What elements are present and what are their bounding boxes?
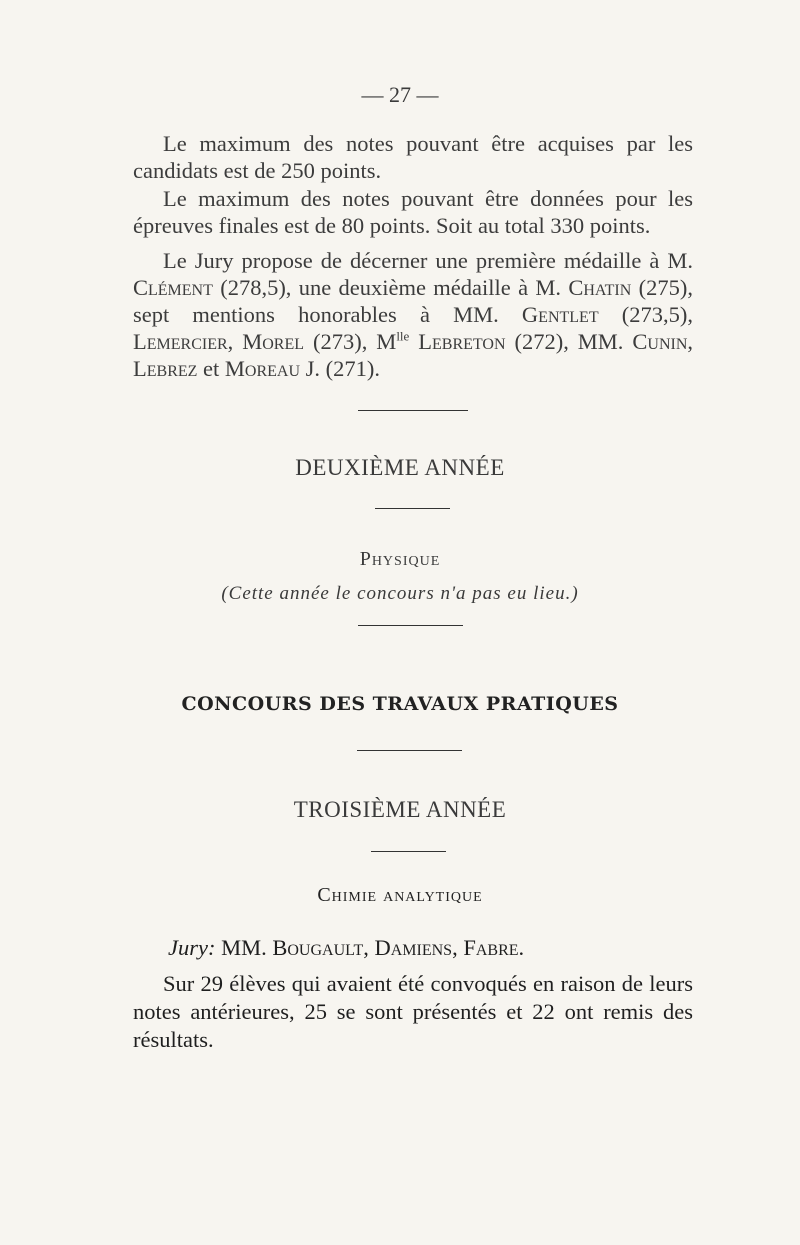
note-no-contest: (Cette année le concours n'a pas eu lieu.) <box>221 583 579 604</box>
section-heading-troisieme-annee: TROISIÈME ANNÉE <box>293 797 507 822</box>
person-name: Fabre <box>463 935 519 960</box>
text-run: J. (271). <box>300 356 381 381</box>
paragraph-jury-awards <box>133 247 693 382</box>
paragraph-max-points-finals <box>133 185 693 239</box>
section-heading-concours-travaux-pratiques: CONCOURS DES TRAVAUX PRATIQUES <box>181 693 619 715</box>
person-name: Lebreton <box>418 329 506 354</box>
text-run: (273,5), <box>598 302 693 327</box>
paragraph-text: Le maximum des notes pouvant être acquises par les candidats est de 250 points. <box>133 131 693 183</box>
subheading-chimie-analytique: Chimie analytique <box>317 884 483 906</box>
text-run <box>409 329 418 354</box>
divider-rule <box>358 410 468 411</box>
person-name: Clément <box>133 275 213 300</box>
divider-rule <box>357 750 462 751</box>
text-run: , <box>227 329 243 354</box>
text-run: (272), MM. <box>505 329 633 354</box>
paragraph-max-points-candidates <box>133 130 693 184</box>
paragraph-text <box>133 247 693 382</box>
person-name: Moreau <box>224 356 301 381</box>
divider-rule <box>358 625 463 626</box>
jury-label: Jury: <box>168 935 216 960</box>
person-name: Lebrez <box>133 356 198 381</box>
superscript: lle <box>396 328 410 344</box>
text-run: (278,5), une deuxième médaille à M. <box>212 275 569 300</box>
text-run: (273), M <box>304 329 397 354</box>
paragraph-text: Le maximum des notes pouvant être données pour les épreuves finales est de 80 points. Soit au total 330 points. <box>133 186 693 238</box>
text-run: et <box>197 356 225 381</box>
paragraph-students-results <box>133 970 693 1054</box>
text-run: . <box>518 935 525 960</box>
person-name: Damiens <box>374 935 453 960</box>
page-number: — 27 — <box>361 82 439 107</box>
person-name: Bougault <box>272 935 364 960</box>
subheading-physique: Physique <box>359 548 441 570</box>
text-run: , <box>452 935 464 960</box>
text-run: Le Jury propose de décerner une première médaille à M. <box>163 248 693 273</box>
divider-rule <box>375 508 450 509</box>
person-name: Lemercier <box>133 329 228 354</box>
person-name: Chatin <box>568 275 632 300</box>
person-name: Morel <box>242 329 305 354</box>
jury-line <box>168 935 524 961</box>
person-name: Cunin <box>632 329 688 354</box>
person-name: Gentlet <box>521 302 599 327</box>
text-run: , <box>687 329 694 354</box>
section-heading-deuxieme-annee: DEUXIÈME ANNÉE <box>295 455 505 480</box>
divider-rule <box>371 851 446 852</box>
text-run: MM. <box>215 935 273 960</box>
text-run: , <box>363 935 375 960</box>
text-run: (275), sept mentions honorables à MM. <box>133 275 693 327</box>
paragraph-text: Sur 29 élèves qui avaient été convoqués en raison de leurs notes antérieures, 25 se sont présentés et 22 ont remis des résultats. <box>133 971 693 1052</box>
